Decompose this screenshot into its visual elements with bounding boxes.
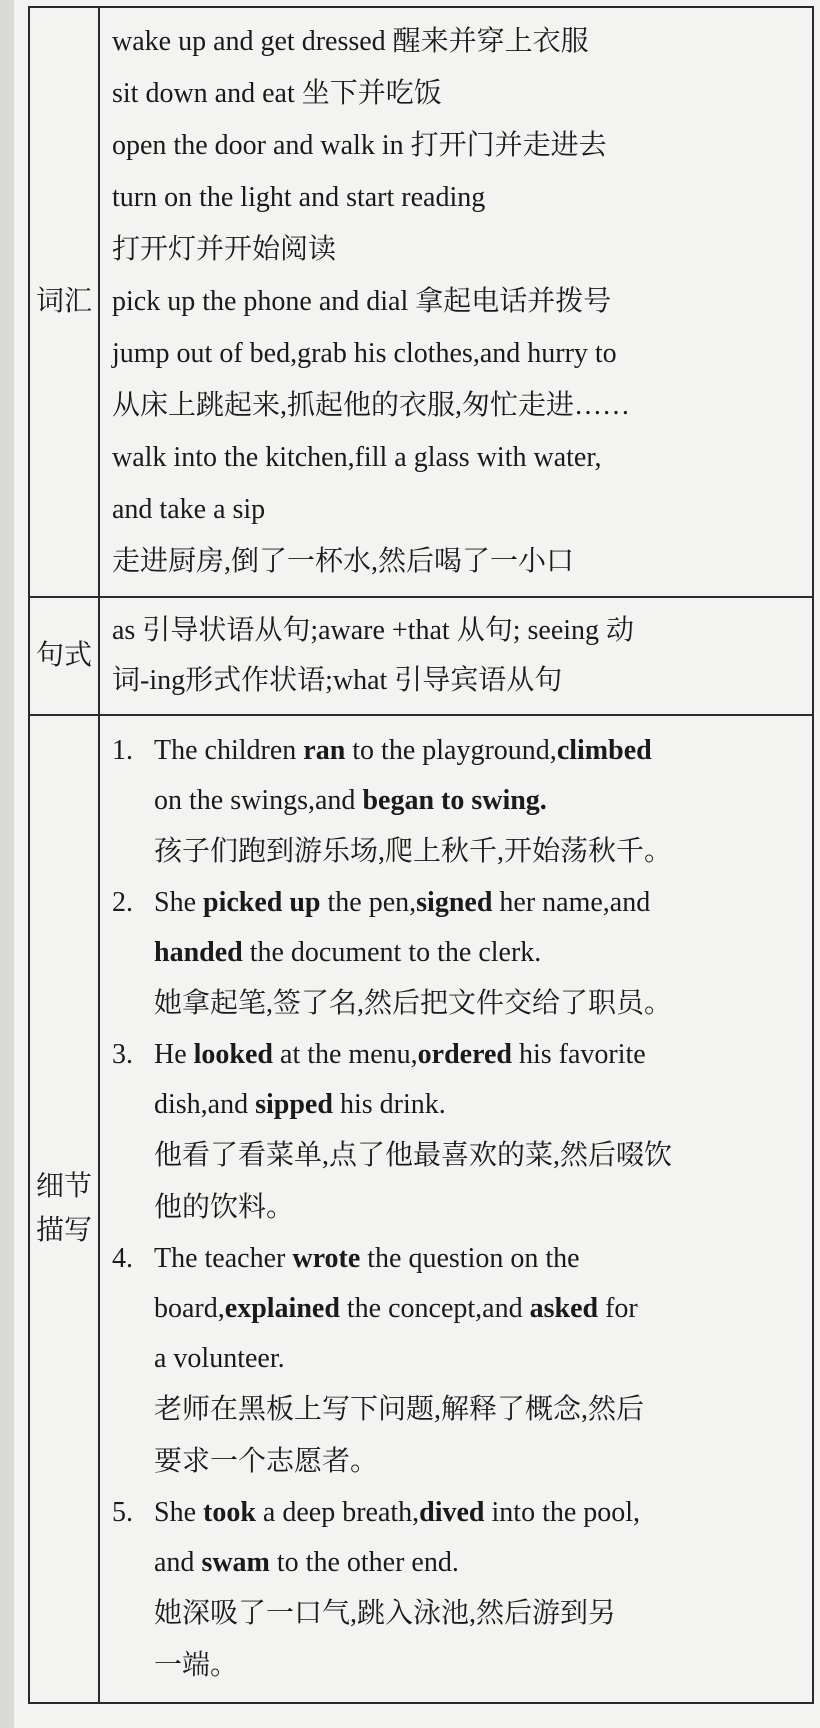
text-run: The children — [154, 735, 304, 766]
key-verb: began to swing. — [362, 785, 547, 816]
text-run: at the menu, — [273, 1039, 418, 1070]
vocab-line: jump out of bed,grab his clothes,and hurry to — [112, 338, 617, 369]
example-sentence — [112, 1488, 804, 1538]
vocab-line: sit down and eat 坐下并吃饭 — [112, 78, 442, 109]
example-sentence — [112, 878, 804, 928]
syntax-row — [29, 597, 813, 715]
text-run: his drink. — [332, 1089, 446, 1120]
detail-content — [99, 715, 813, 1703]
key-verb: sipped — [255, 1089, 333, 1120]
text-run: for — [598, 1293, 638, 1324]
vocab-row — [29, 7, 813, 597]
vocab-content — [99, 7, 813, 597]
text-run: on the swings,and — [154, 785, 363, 816]
text-run: to the other end. — [269, 1547, 459, 1578]
key-verb: dived — [419, 1497, 485, 1528]
detail-label-text: 细节描写 — [36, 1171, 93, 1246]
text-run: the document to the clerk. — [242, 937, 542, 968]
text-run: board, — [154, 1293, 225, 1324]
vocab-line: pick up the phone and dial 拿起电话并拨号 — [112, 286, 612, 317]
key-verb: explained — [224, 1293, 340, 1324]
summary-table — [28, 6, 814, 1704]
key-verb: took — [203, 1497, 256, 1528]
key-verb: ran — [303, 735, 346, 766]
key-verb: looked — [193, 1039, 274, 1070]
example-sentence-cont — [112, 1538, 804, 1588]
item-number: 4. — [112, 1243, 133, 1274]
example-sentence-cont — [112, 1284, 804, 1334]
translation: 他的饮料。 — [154, 1192, 295, 1223]
vocab-line: and take a sip — [112, 494, 266, 525]
text-run: The teacher — [154, 1243, 293, 1274]
translation: 一端。 — [154, 1650, 239, 1681]
syntax-line: 词-ing形式作状语;what 引导宾语从句 — [112, 665, 563, 696]
text-run: She — [154, 1497, 203, 1528]
key-verb: climbed — [556, 735, 652, 766]
text-run: to the playground, — [345, 735, 557, 766]
translation: 她拿起笔,签了名,然后把文件交给了职员。 — [154, 988, 673, 1019]
example-sentence — [112, 1234, 804, 1284]
text-run: a deep breath, — [255, 1497, 420, 1528]
item-number: 5. — [112, 1497, 133, 1528]
detail-label — [29, 715, 99, 1703]
key-verb: picked up — [203, 887, 321, 918]
translation: 孩子们跑到游乐场,爬上秋千,开始荡秋千。 — [154, 836, 673, 867]
key-verb: signed — [416, 887, 493, 918]
text-run: She — [154, 887, 203, 918]
item-number: 1. — [112, 735, 133, 766]
text-run: He — [154, 1039, 194, 1070]
vocab-line: open the door and walk in 打开门并走进去 — [112, 130, 607, 161]
text-run: his favorite — [512, 1039, 646, 1070]
translation: 要求一个志愿者。 — [154, 1446, 379, 1477]
example-sentence-cont — [112, 1080, 804, 1130]
vocab-line: 从床上跳起来,抓起他的衣服,匆忙走进…… — [112, 390, 631, 421]
translation: 他看了看菜单,点了他最喜欢的菜,然后啜饮 — [154, 1140, 673, 1171]
vocab-line: 走进厨房,倒了一杯水,然后喝了一小口 — [112, 546, 575, 577]
syntax-label: 句式 — [29, 597, 99, 715]
example-sentence — [112, 726, 804, 776]
detail-row — [29, 715, 813, 1703]
key-verb: wrote — [292, 1243, 361, 1274]
text-run: her name,and — [492, 887, 651, 918]
text-run: the concept,and — [339, 1293, 530, 1324]
key-verb: swam — [201, 1547, 270, 1578]
vocab-line: turn on the light and start reading — [112, 182, 486, 213]
text-run: dish,and — [154, 1089, 256, 1120]
translation: 她深吸了一口气,跳入泳池,然后游到另 — [154, 1598, 617, 1629]
text-run: and — [154, 1547, 202, 1578]
syntax-content — [99, 597, 813, 715]
vocab-label: 词汇 — [29, 7, 99, 597]
syntax-line: as 引导状语从句;aware +that 从句; seeing 动 — [112, 615, 635, 646]
item-number: 2. — [112, 887, 133, 918]
vocab-line: 打开灯并开始阅读 — [112, 234, 337, 265]
example-sentence-cont — [112, 928, 804, 978]
item-number: 3. — [112, 1039, 133, 1070]
text-run: the question on the — [360, 1243, 580, 1274]
scan-edge — [0, 0, 14, 1728]
example-sentence — [112, 1030, 804, 1080]
translation: 老师在黑板上写下问题,解释了概念,然后 — [154, 1394, 645, 1425]
key-verb: handed — [154, 937, 243, 968]
key-verb: ordered — [417, 1039, 512, 1070]
example-sentence-cont: a volunteer. — [154, 1343, 285, 1374]
text-run: into the pool, — [484, 1497, 641, 1528]
example-sentence-cont — [112, 776, 804, 826]
text-run: the pen, — [320, 887, 417, 918]
vocab-line: wake up and get dressed 醒来并穿上衣服 — [112, 26, 589, 57]
vocab-line: walk into the kitchen,fill a glass with water, — [112, 442, 602, 473]
key-verb: asked — [529, 1293, 599, 1324]
